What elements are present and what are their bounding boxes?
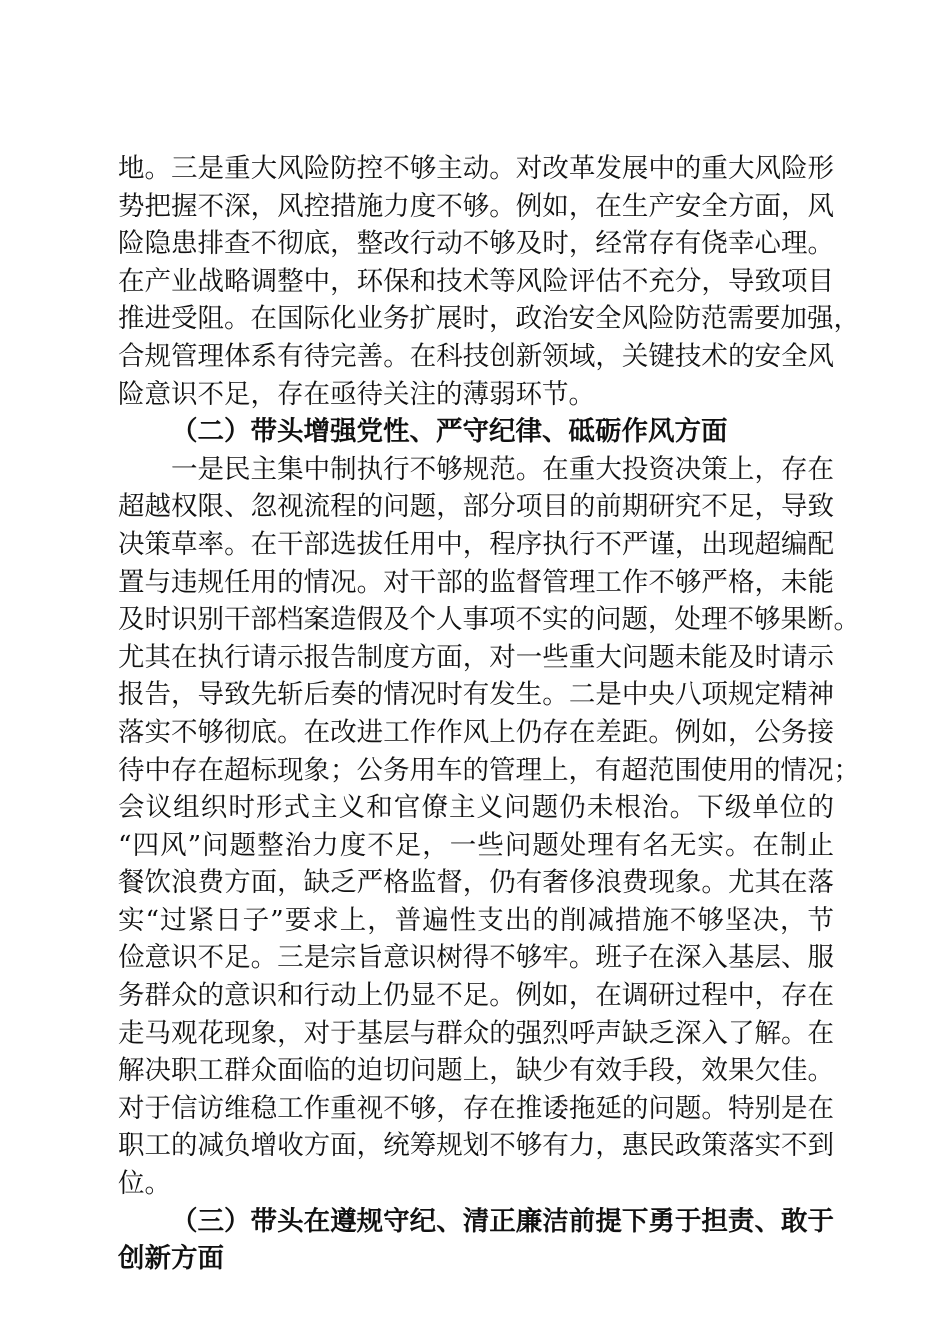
text-line: 在产业战略调整中，环保和技术等风险评估不充分，导致项目	[118, 265, 834, 297]
text-line: 走马观花现象，对于基层与群众的强烈呼声缺乏深入了解。在	[118, 1017, 834, 1049]
text-line: 落实不够彻底。在改进工作作风上仍存在差距。例如，公务接	[118, 716, 834, 748]
text-line: 俭意识不足。三是宗旨意识树得不够牢。班子在深入基层、服	[118, 942, 834, 974]
text-line: 务群众的意识和行动上仍显不足。例如，在调研过程中，存在	[118, 980, 834, 1012]
text-line: 一是民主集中制执行不够规范。在重大投资决策上，存在	[171, 453, 834, 485]
text-line: 会议组织时形式主义和官僚主义问题仍未根治。下级单位的	[118, 792, 834, 824]
text-line: 职工的减负增收方面，统筹规划不够有力，惠民政策落实不到	[118, 1130, 834, 1162]
text-line: 地。三是重大风险防控不够主动。对改革发展中的重大风险形	[118, 153, 834, 184]
text-line: 尤其在执行请示报告制度方面，对一些重大问题未能及时请示	[118, 641, 834, 673]
text-line: 位。	[118, 1168, 171, 1200]
section-heading-3-cont: 创新方面	[118, 1243, 224, 1275]
document-body	[118, 150, 860, 1278]
text-line: 合规管理体系有待完善。在科技创新领域，关键技术的安全风	[118, 340, 834, 372]
text-line: 置与违规任用的情况。对干部的监督管理工作不够严格，未能	[118, 566, 834, 598]
text-line: 实“过紧日子”要求上，普遍性支出的削减措施不够坚决，节	[118, 904, 834, 936]
text-line: 及时识别干部档案造假及个人事项不实的问题，处理不够果断。	[118, 604, 860, 636]
text-line: 险隐患排查不彻底，整改行动不够及时，经常存有侥幸心理。	[118, 228, 834, 260]
section-heading-2: （二）带头增强党性、严守纪律、砥砺作风方面	[171, 416, 728, 448]
text-line: 推进受阻。在国际化业务扩展时，政治安全风险防范需要加强，	[118, 303, 860, 335]
text-line: 险意识不足，存在亟待关注的薄弱环节。	[118, 378, 595, 410]
text-line: 解决职工群众面临的迫切问题上，缺少有效手段，效果欠佳。	[118, 1055, 834, 1087]
section-heading-3: （三）带头在遵规守纪、清正廉洁前提下勇于担责、敢于	[171, 1205, 834, 1237]
text-line: 待中存在超标现象；公务用车的管理上，有超范围使用的情况；	[118, 754, 860, 786]
text-line: 餐饮浪费方面，缺乏严格监督，仍有奢侈浪费现象。尤其在落	[118, 867, 834, 899]
text-line: 对于信访维稳工作重视不够，存在推诿拖延的问题。特别是在	[118, 1092, 834, 1124]
text-line: 超越权限、忽视流程的问题，部分项目的前期研究不足，导致	[118, 491, 834, 523]
text-line: 报告，导致先斩后奏的情况时有发生。二是中央八项规定精神	[118, 679, 834, 711]
text-line: 决策草率。在干部选拔任用中，程序执行不严谨，出现超编配	[118, 528, 834, 560]
text-line: 势把握不深，风控措施力度不够。例如，在生产安全方面，风	[118, 190, 834, 222]
text-line: “四风”问题整治力度不足，一些问题处理有名无实。在制止	[118, 829, 834, 861]
